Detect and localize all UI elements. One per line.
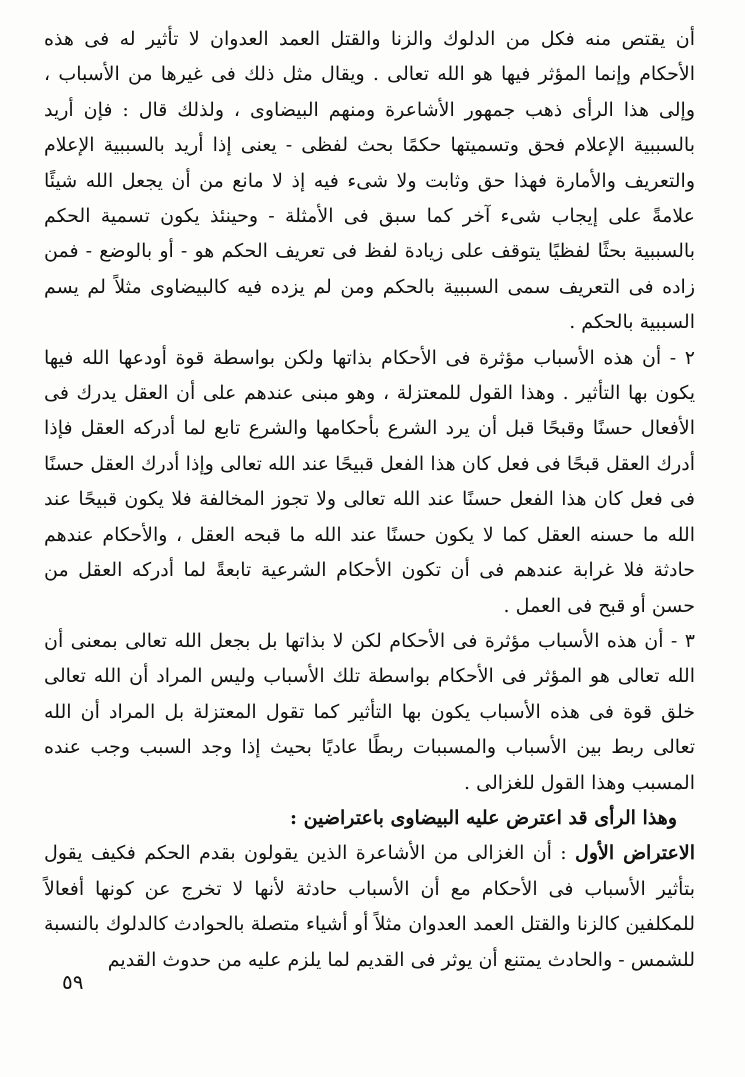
objection-text: : أن الغزالى من الأشاعرة الذين يقولون بقدم الحكم فكيف يقول بتأثير الأسباب فى الأحكام مع أن الأسباب حادثة لأنها لا تخرج عن كونها أفعالاً للمكلفين كالزنا والقتل العمد العدوان مثلاً أو أشياء متصلة بالحوادث كالدلوك بالنسبة للشمس - والحادث يمتنع أن يوثر فى القديم لما يلزم عليه من حدوث القديم bbox=[44, 842, 695, 971]
paragraph-3: ٣ - أن هذه الأسباب مؤثرة فى الأحكام لكن لا بذاتها بل بجعل الله تعالى بمعنى أن الله تعالى هو المؤثر فى الأحكام بواسطة تلك الأسباب وليس المراد أن الله تعالى خلق قوة فى هذه الأسباب يكون بها التأثير كما تقول المعتزلة بل المراد أن الله تعالى ربط بين الأسباب والمسببات ربطًا عاديًا بحيث إذا وجد السبب وجب عنده المسبب وهذا القول للغزالى . bbox=[44, 629, 695, 794]
section-heading: وهذا الرأى قد اعترض عليه البيضاوى باعتراضين : bbox=[290, 806, 677, 829]
page-number: ٥٩ bbox=[62, 970, 84, 994]
paragraph-1: أن يقتص منه فكل من الدلوك والزنا والقتل العمد العدوان لا تأثير له فى هذه الأحكام وإنما المؤثر فيها هو الله تعالى . ويقال مثل ذلك فى غيرها من الأسباب ، وإلى هذا الرأى ذهب جمهور الأشاعرة ومنهم البيضاوى ، ولذلك قال : فإن أريد بالسببية الإعلام فحق وتسميتها حكمًا بحث لفظى - يعنى إذا أريد بالسببية الإعلام والتعريف والأمارة فهذا حق وثابت ولا شىء فيه إذ لا مانع من أن يجعل الله شيئًا علامةً على إيجاب شىء آخر كما سبق فى الأمثلة - وحينئذ يكون تسمية الحكم بالسببية بحثًا لفظيًا يتوقف على زيادة لفظ فى تعريف الحكم هو - أو بالوضع - فمن زاده فى التعريف سمى السببية بالحكم ومن لم يزده فيه كالبيضاوى مثلاً لم يسم السببية بالحكم . bbox=[44, 28, 695, 334]
paragraph-2: ٢ - أن هذه الأسباب مؤثرة فى الأحكام بذاتها ولكن بواسطة قوة أودعها الله فيها يكون بها التأثير . وهذا القول للمعتزلة ، وهو مبنى عندهم على أن العقل يدرك فى الأفعال حسنًا وقبحًا قبل أن يرد الشرع بأحكامها والشرع تابع لما أدركه العقل فإذا أدرك العقل قبحًا فى فعل كان هذا الفعل قبيحًا عند الله تعالى وإذا أدرك العقل حسنًا فى فعل كان هذا الفعل حسنًا عند الله تعالى ولا تجوز المخالفة فلا يكون قبيحًا عند الله ما حسنه العقل كما لا يكون حسنًا عند الله ما قبحه العقل ، والأحكام عندهم حادثة فلا غرابة عندهم فى أن تكون الأحكام الشرعية تابعةً لما أدركه العقل من حسن أو قبح فى العمل . bbox=[44, 346, 695, 617]
objection-paragraph bbox=[44, 836, 695, 978]
page-body-text bbox=[44, 22, 695, 978]
objection-lead: الاعتراض الأول bbox=[575, 842, 695, 865]
